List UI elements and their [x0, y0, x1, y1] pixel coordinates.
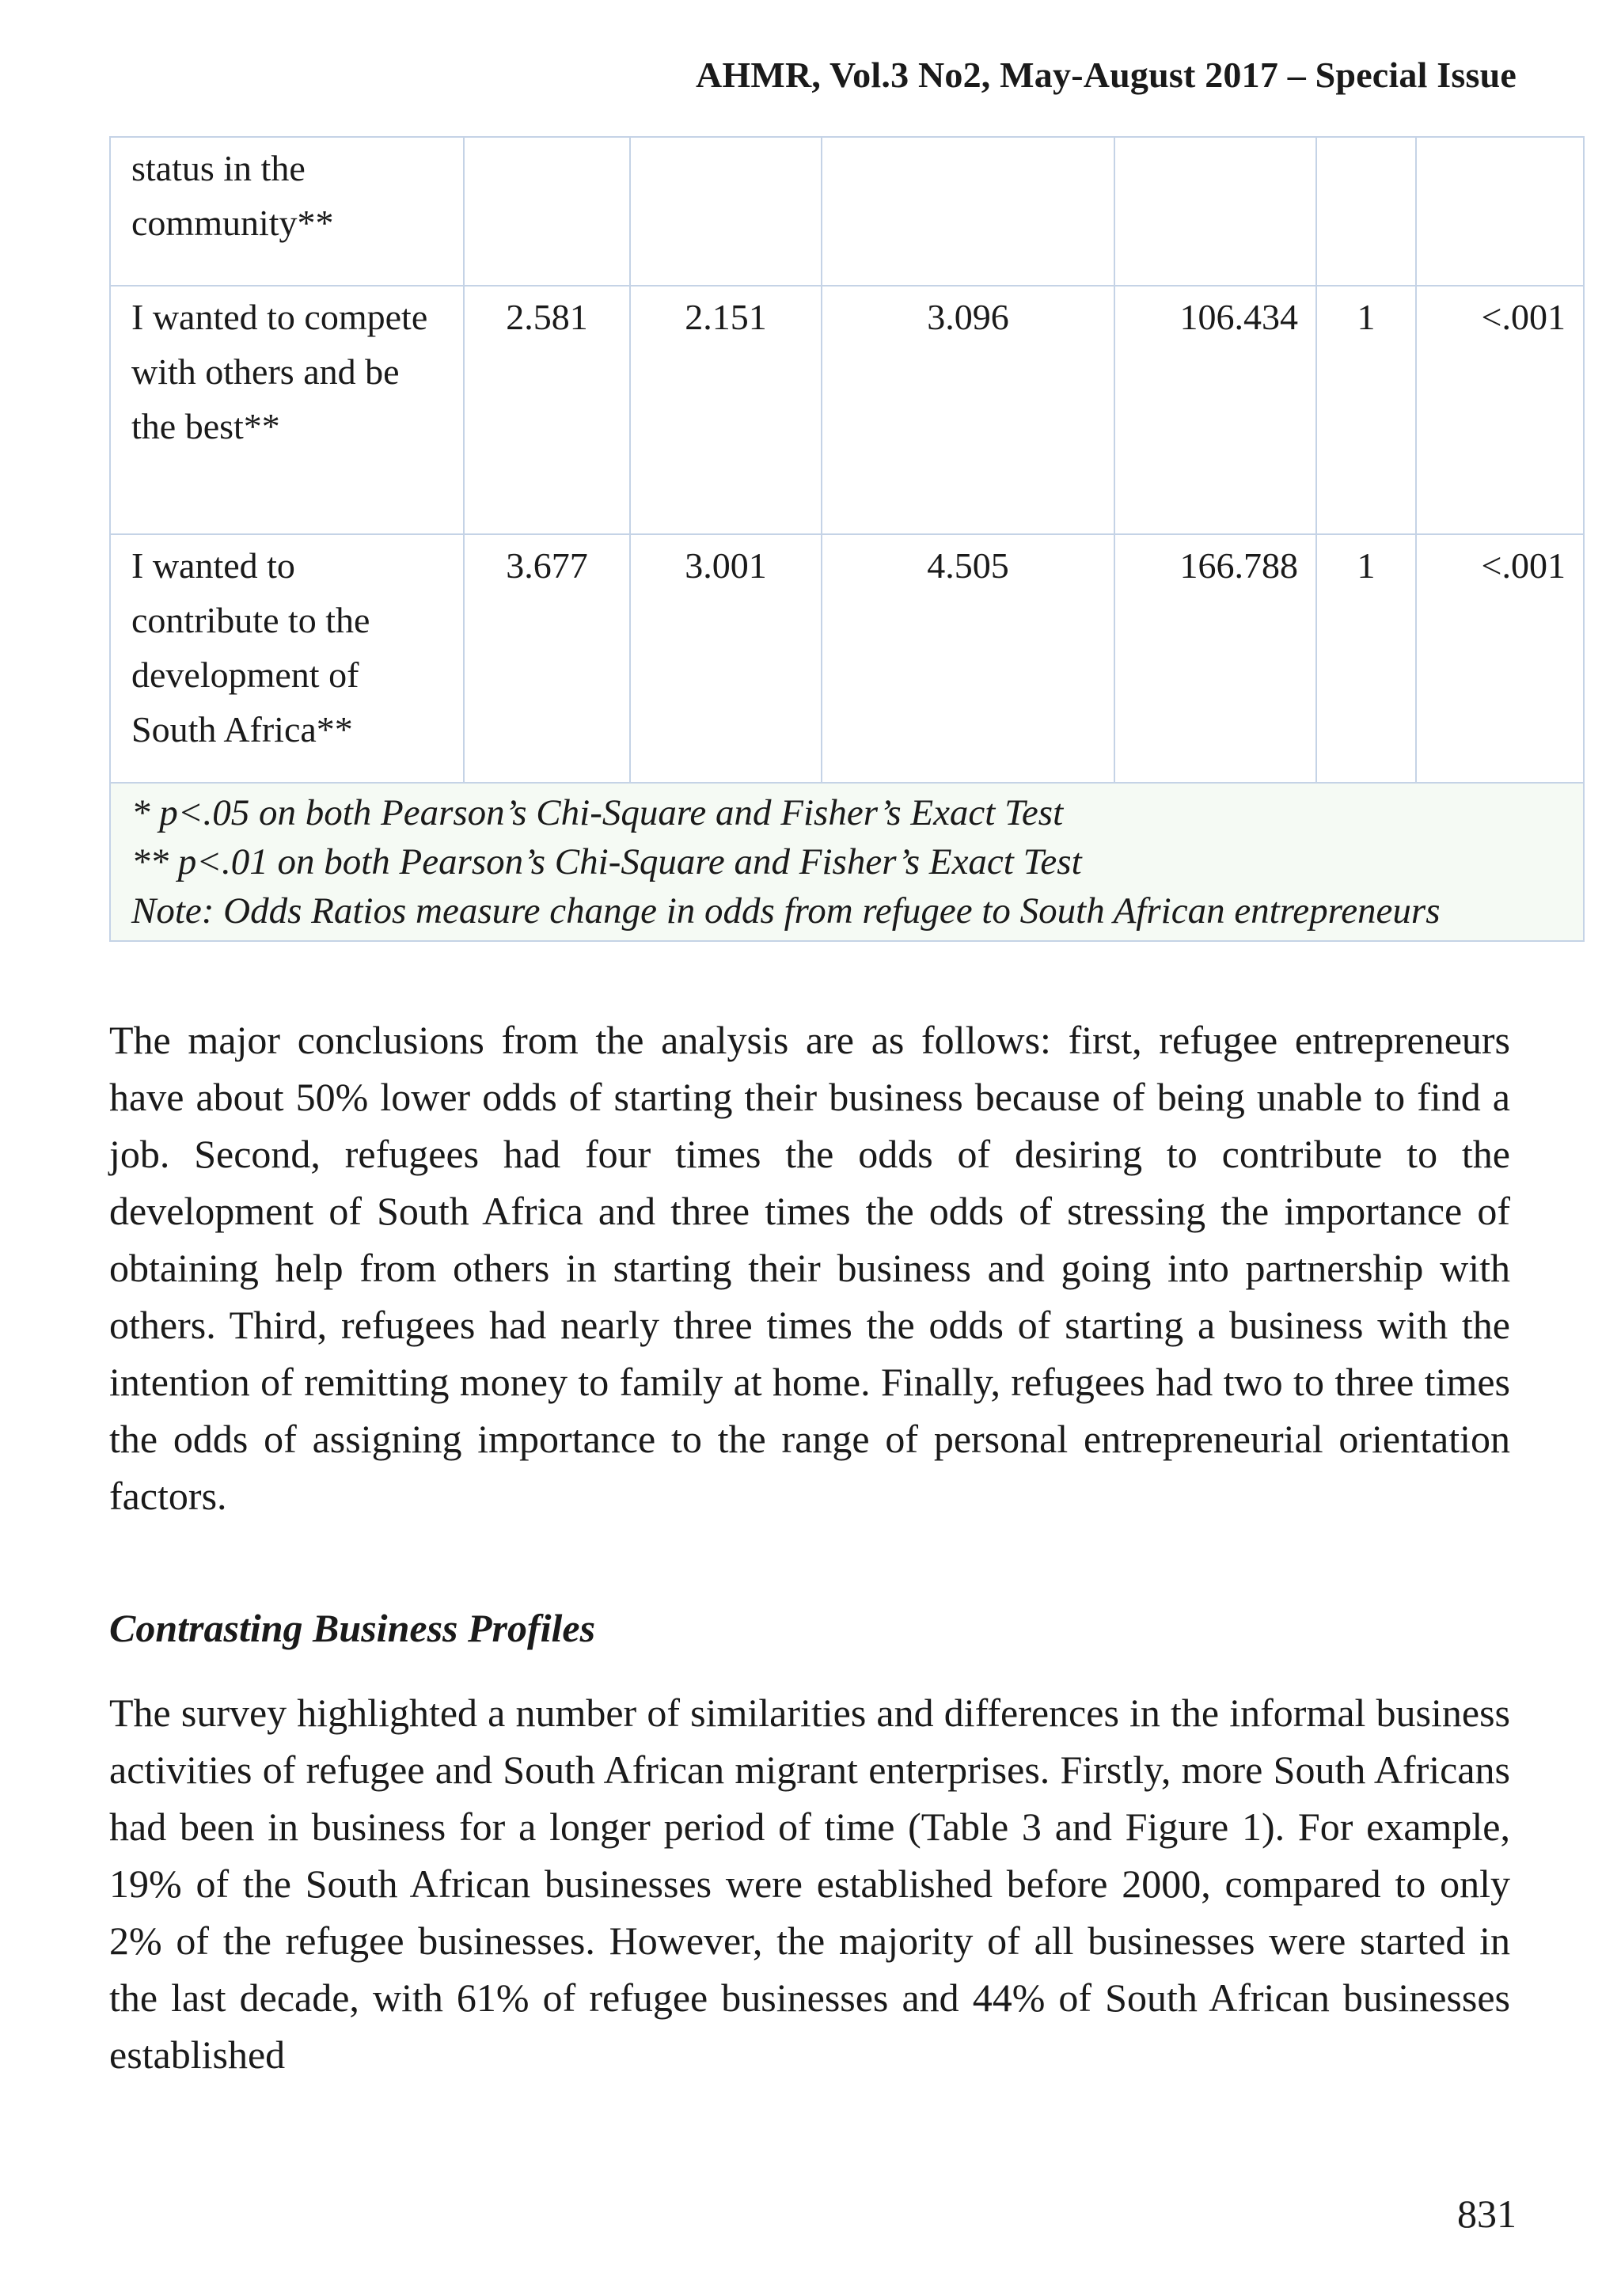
table-row [110, 286, 1584, 534]
odds-ratio-table [109, 136, 1585, 942]
odds-ratio-cell: 2.581 [464, 286, 630, 534]
running-header: AHMR, Vol.3 No2, May-August 2017 – Special Issue [695, 55, 1517, 95]
ci-upper-cell: 4.505 [822, 534, 1114, 783]
table-notes-row [110, 783, 1584, 941]
significance-note-2: ** p<.01 on both Pearson’s Chi-Square and Fisher’s Exact Test [131, 841, 1082, 882]
business-profiles-paragraph: The survey highlighted a number of similarities and differences in the informal business activities of refugee and South African migrant enterprises. Firstly, more South Africans had been in business for a longer period of time (Table 3 and Figure 1). For example, 19% of the South African businesses were established before 2000, compared to only 2% of the refugee businesses. However, the majority of all businesses were started in the last decade, with 61% of refugee businesses and 44% of South African businesses established [109, 1691, 1510, 2077]
chi-square-cell: 166.788 [1114, 534, 1316, 783]
ci-lower-cell: 3.001 [630, 534, 822, 783]
table-notes [110, 783, 1584, 941]
page-number: 831 [1457, 2192, 1517, 2236]
odds-ratio-cell: 3.677 [464, 534, 630, 783]
significance-note-1: * p<.05 on both Pearson’s Chi-Square and Fisher’s Exact Test [131, 792, 1064, 833]
df-cell: 1 [1316, 534, 1416, 783]
df-cell: 1 [1316, 286, 1416, 534]
table-cell [822, 137, 1114, 286]
table-row [110, 534, 1584, 783]
section-heading: Contrasting Business Profiles [109, 1606, 596, 1650]
conclusions-paragraph: The major conclusions from the analysis are as follows: first, refugee entrepreneurs have about 50% lower odds of starting their business because of being unable to find a job. Second, refugees had four times the odds of desiring to contribute to the development of South Africa and three times the odds of stressing the importance of obtaining help from others in starting their business and going into partnership with others. Third, refugees had nearly three times the odds of starting a business with the intention of remitting money to family at home. Finally, refugees had two to three times the odds of assigning importance to the range of personal entrepreneurial orientation factors. [109, 1018, 1510, 1518]
p-value-cell: <.001 [1416, 286, 1584, 534]
ci-upper-cell: 3.096 [822, 286, 1114, 534]
table-cell [1114, 137, 1316, 286]
row-label: status in the community** [110, 137, 464, 286]
table-cell [464, 137, 630, 286]
table-cell [630, 137, 822, 286]
table-row [110, 137, 1584, 286]
ci-lower-cell: 2.151 [630, 286, 822, 534]
row-label: I wanted to contribute to the development of South Africa** [110, 534, 464, 783]
row-label: I wanted to compete with others and be the best** [110, 286, 464, 534]
p-value-cell: <.001 [1416, 534, 1584, 783]
table-cell [1416, 137, 1584, 286]
odds-ratio-note: Note: Odds Ratios measure change in odds from refugee to South African entrepreneurs [131, 890, 1441, 932]
chi-square-cell: 106.434 [1114, 286, 1316, 534]
table-cell [1316, 137, 1416, 286]
